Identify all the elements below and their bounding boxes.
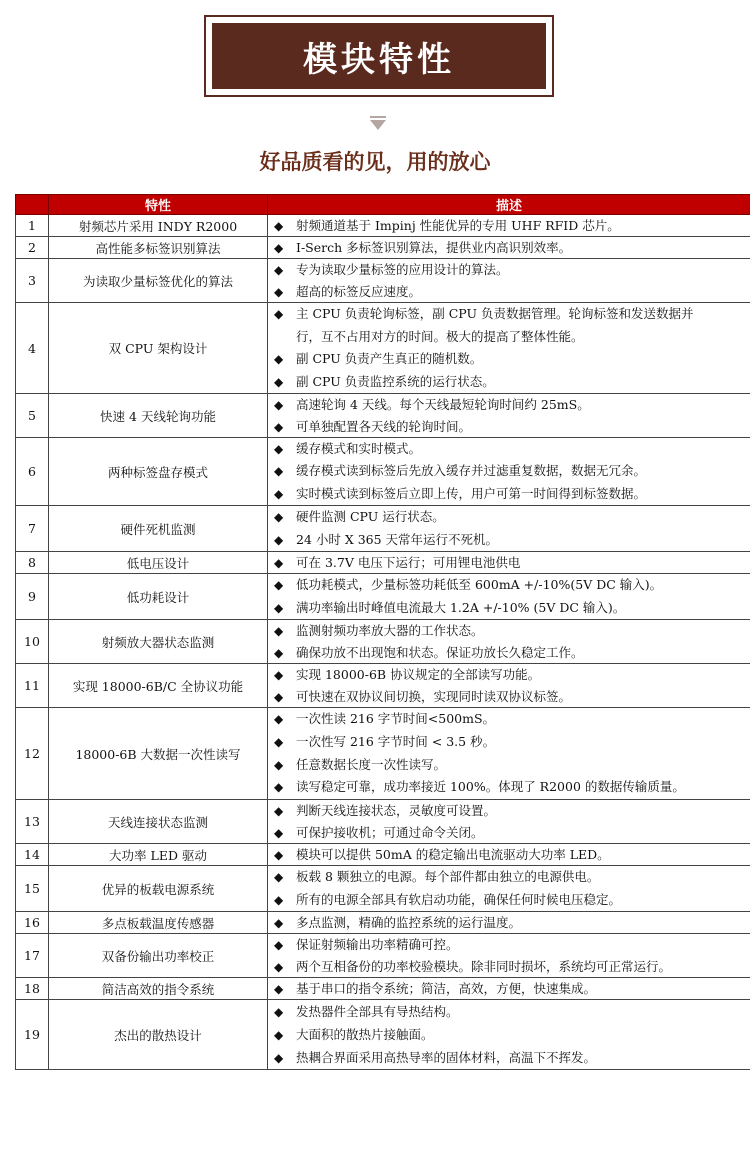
row-description	[268, 259, 750, 303]
black-diamond-icon: ◆	[274, 241, 284, 255]
description-line	[274, 1046, 750, 1069]
row-feature: 硬件死机监测	[49, 506, 268, 552]
black-diamond-icon: ◆	[274, 734, 284, 749]
table-row	[16, 394, 750, 438]
black-diamond-icon: ◆	[274, 982, 284, 996]
row-feature: 低功耗设计	[49, 574, 268, 620]
table-row	[16, 438, 750, 506]
row-description	[268, 620, 750, 664]
description-line	[274, 822, 750, 844]
description-line	[274, 1000, 750, 1023]
description-text: 一次性写 216 字节时间 < 3.5 秒。	[296, 733, 496, 749]
description-line	[274, 776, 750, 799]
row-number: 2	[16, 237, 49, 259]
description-text: 模块可以提供 50mA 的稳定输出电流驱动大功率 LED。	[296, 847, 610, 862]
table-row	[16, 664, 750, 708]
description-text: 副 CPU 负责产生真正的随机数。	[296, 351, 483, 366]
table-row	[16, 620, 750, 664]
black-diamond-icon: ◆	[274, 1028, 284, 1042]
black-diamond-icon: ◆	[274, 938, 284, 952]
row-feature: 射频芯片采用 INDY R2000	[49, 215, 268, 237]
black-diamond-icon: ◆	[274, 419, 284, 434]
black-diamond-icon: ◆	[274, 398, 284, 412]
description-line	[274, 259, 750, 281]
description-line	[274, 371, 750, 394]
description-line	[274, 1023, 750, 1046]
description-line	[274, 215, 750, 236]
black-diamond-icon: ◆	[274, 1005, 284, 1019]
row-number: 18	[16, 978, 49, 1000]
row-number: 16	[16, 912, 49, 934]
description-line	[274, 708, 750, 731]
row-number: 11	[16, 664, 49, 708]
page-title: 模块特性	[212, 23, 546, 89]
row-number: 10	[16, 620, 49, 664]
black-diamond-icon: ◆	[274, 804, 284, 818]
description-line	[274, 956, 750, 978]
description-text: I-Serch 多标签识别算法，提供业内高识别效率。	[296, 240, 572, 255]
row-number: 19	[16, 1000, 49, 1070]
description-text: 两个互相备份的功率校验模块。除非同时损坏，系统均可正常运行。	[296, 958, 672, 974]
row-feature: 天线连接状态监测	[49, 800, 268, 844]
row-description	[268, 912, 750, 934]
black-diamond-icon: ◆	[274, 219, 284, 233]
black-diamond-icon: ◆	[274, 510, 284, 524]
description-line	[274, 281, 750, 303]
description-text: 副 CPU 负责监控系统的运行状态。	[296, 373, 495, 389]
description-text: 读写稳定可靠，成功率接近 100%。体现了 R2000 的数据传输质量。	[296, 779, 685, 795]
description-text: 一次性读 216 字节时间<500mS。	[296, 711, 496, 726]
black-diamond-icon: ◆	[274, 374, 284, 389]
description-text: 确保功放不出现饱和状态。保证功放长久稳定工作。	[296, 644, 584, 660]
description-line	[274, 574, 750, 597]
row-number: 4	[16, 303, 49, 394]
description-text: 多点监测，精确的监控系统的运行温度。	[296, 915, 522, 930]
description-text: 行，互不占用对方的时间。极大的提高了整体性能。	[296, 328, 584, 344]
table-row	[16, 708, 750, 800]
row-feature: 两种标签盘存模式	[49, 438, 268, 506]
row-description	[268, 800, 750, 844]
description-line	[274, 438, 750, 460]
row-feature: 双备份输出功率校正	[49, 934, 268, 978]
row-number: 8	[16, 552, 49, 574]
black-diamond-icon: ◆	[274, 712, 284, 726]
description-text: 发热器件全部具有导热结构。	[296, 1004, 459, 1019]
row-number: 17	[16, 934, 49, 978]
black-diamond-icon: ◆	[274, 645, 284, 660]
description-line	[274, 237, 750, 258]
title-frame	[204, 15, 554, 97]
description-line	[274, 552, 750, 573]
black-diamond-icon: ◆	[274, 486, 284, 501]
table-row	[16, 237, 750, 259]
page-subtitle: 好品质看的见，用的放心	[259, 150, 491, 174]
description-line	[274, 348, 750, 371]
row-description	[268, 1000, 750, 1070]
row-feature: 大功率 LED 驱动	[49, 844, 268, 866]
row-number: 9	[16, 574, 49, 620]
table-body	[16, 215, 750, 1070]
black-diamond-icon: ◆	[274, 668, 284, 682]
row-number: 3	[16, 259, 49, 303]
description-line	[274, 597, 750, 620]
description-text: 可单独配置各天线的轮询时间。	[296, 418, 472, 434]
description-text: 可快速在双协议间切换，实现同时读双协议标签。	[296, 688, 572, 704]
row-number: 6	[16, 438, 49, 506]
description-text: 热耦合界面采用高热导率的固体材料，高温下不挥发。	[296, 1050, 597, 1065]
black-diamond-icon: ◆	[274, 892, 284, 907]
row-number: 12	[16, 708, 49, 800]
description-line	[274, 642, 750, 664]
table-row	[16, 552, 750, 574]
row-description	[268, 844, 750, 866]
description-text: 24 小时 X 365 天常年运行不死机。	[296, 531, 499, 547]
row-feature: 多点板载温度传感器	[49, 912, 268, 934]
row-feature: 高性能多标签识别算法	[49, 237, 268, 259]
description-line	[274, 866, 750, 889]
row-description	[268, 552, 750, 574]
row-feature: 射频放大器状态监测	[49, 620, 268, 664]
row-number: 14	[16, 844, 49, 866]
black-diamond-icon: ◆	[274, 352, 284, 366]
description-line	[274, 844, 750, 865]
description-line	[274, 889, 750, 912]
table-row	[16, 866, 750, 912]
row-description	[268, 934, 750, 978]
description-line	[274, 912, 750, 933]
table-row	[16, 844, 750, 866]
row-feature: 为读取少量标签优化的算法	[49, 259, 268, 303]
description-line	[274, 664, 750, 686]
black-diamond-icon: ◆	[274, 780, 284, 795]
description-text: 保证射频输出功率精确可控。	[296, 937, 459, 952]
description-line	[274, 506, 750, 529]
black-diamond-icon: ◆	[274, 825, 284, 840]
description-text: 任意数据长度一次性读写。	[296, 756, 447, 772]
description-text: 可保护接收机；可通过命令关闭。	[296, 824, 484, 840]
description-text: 基于串口的指令系统；简洁，高效，方便，快速集成。	[296, 981, 597, 996]
description-text: 缓存模式和实时模式。	[296, 441, 422, 456]
row-description	[268, 978, 750, 1000]
down-arrow-bar	[370, 116, 386, 118]
down-arrow-icon	[370, 120, 386, 130]
description-text: 板载 8 颗独立的电源。每个部件都由独立的电源供电。	[296, 869, 600, 884]
description-line	[274, 800, 750, 822]
black-diamond-icon: ◆	[274, 532, 284, 547]
black-diamond-icon: ◆	[274, 689, 284, 704]
row-number: 13	[16, 800, 49, 844]
black-diamond-icon: ◆	[274, 757, 284, 772]
row-feature: 实现 18000-6B/C 全协议功能	[49, 664, 268, 708]
black-diamond-icon: ◆	[274, 916, 284, 930]
feature-table	[15, 194, 750, 1070]
black-diamond-icon: ◆	[274, 578, 284, 592]
row-description	[268, 303, 750, 394]
black-diamond-icon: ◆	[274, 959, 284, 974]
description-line	[274, 483, 750, 505]
row-number: 5	[16, 394, 49, 438]
row-description	[268, 237, 750, 259]
description-line	[274, 934, 750, 956]
description-text: 主 CPU 负责轮询标签，副 CPU 负责数据管理。轮询标签和发送数据并	[296, 306, 694, 321]
header-description: 描述	[268, 195, 750, 215]
description-line	[274, 686, 750, 708]
black-diamond-icon: ◆	[274, 1051, 284, 1065]
description-text: 高速轮询 4 天线。每个天线最短轮询时间约 25mS。	[296, 397, 590, 412]
black-diamond-icon: ◆	[274, 624, 284, 638]
description-line	[274, 303, 750, 326]
description-text: 低功耗模式，少量标签功耗低至 600mA +/-10%(5V DC 输入)。	[296, 577, 663, 592]
table-row	[16, 800, 750, 844]
description-line	[274, 978, 750, 999]
row-feature: 双 CPU 架构设计	[49, 303, 268, 394]
description-text: 大面积的散热片接触面。	[296, 1027, 434, 1042]
row-number: 1	[16, 215, 49, 237]
table-row	[16, 978, 750, 1000]
black-diamond-icon: ◆	[274, 307, 284, 321]
table-row	[16, 215, 750, 237]
header-feature: 特性	[49, 195, 268, 215]
black-diamond-icon: ◆	[274, 556, 284, 570]
table-row	[16, 1000, 750, 1070]
description-line	[274, 754, 750, 777]
description-text: 超高的标签反应速度。	[296, 283, 422, 299]
description-line	[274, 731, 750, 754]
black-diamond-icon: ◆	[274, 284, 284, 299]
row-number: 15	[16, 866, 49, 912]
row-description	[268, 708, 750, 800]
description-text: 射频通道基于 Impinj 性能优异的专用 UHF RFID 芯片。	[296, 218, 620, 233]
row-description	[268, 574, 750, 620]
row-feature: 优异的板载电源系统	[49, 866, 268, 912]
table-row	[16, 574, 750, 620]
description-text: 判断天线连接状态，灵敏度可设置。	[296, 803, 497, 818]
description-line	[274, 460, 750, 482]
description-text: 实现 18000-6B 协议规定的全部读写功能。	[296, 667, 541, 682]
description-line	[274, 529, 750, 552]
row-feature: 快速 4 天线轮询功能	[49, 394, 268, 438]
black-diamond-icon: ◆	[274, 870, 284, 884]
row-feature: 简洁高效的指令系统	[49, 978, 268, 1000]
table-row	[16, 259, 750, 303]
table-row	[16, 934, 750, 978]
header-number	[16, 195, 49, 215]
row-feature: 低电压设计	[49, 552, 268, 574]
black-diamond-icon: ◆	[274, 263, 284, 277]
row-description	[268, 866, 750, 912]
black-diamond-icon: ◆	[274, 442, 284, 456]
table-row	[16, 506, 750, 552]
row-description	[268, 215, 750, 237]
row-description	[268, 506, 750, 552]
table-row	[16, 912, 750, 934]
table-header-row	[16, 195, 750, 215]
description-line	[274, 416, 750, 438]
description-text: 可在 3.7V 电压下运行；可用锂电池供电	[296, 555, 521, 570]
description-line	[274, 326, 750, 349]
description-text: 专为读取少量标签的应用设计的算法。	[296, 262, 509, 277]
row-description	[268, 438, 750, 506]
description-text: 实时模式读到标签后立即上传，用户可第一时间得到标签数据。	[296, 485, 647, 501]
black-diamond-icon: ◆	[274, 848, 284, 862]
table-row	[16, 303, 750, 394]
description-text: 满功率输出时峰值电流最大 1.2A +/-10% (5V DC 输入)。	[296, 599, 626, 615]
description-line	[274, 620, 750, 642]
description-line	[274, 394, 750, 416]
description-text: 缓存模式读到标签后先放入缓存并过滤重复数据，数据无冗余。	[296, 463, 647, 479]
row-description	[268, 394, 750, 438]
row-feature: 杰出的散热设计	[49, 1000, 268, 1070]
row-description	[268, 664, 750, 708]
row-feature: 18000-6B 大数据一次性读写	[49, 708, 268, 800]
black-diamond-icon: ◆	[274, 464, 284, 479]
black-diamond-icon: ◆	[274, 600, 284, 615]
description-text: 硬件监测 CPU 运行状态。	[296, 509, 445, 524]
row-number: 7	[16, 506, 49, 552]
description-text: 监测射频功率放大器的工作状态。	[296, 623, 484, 638]
description-text: 所有的电源全部具有软启动功能，确保任何时候电压稳定。	[296, 891, 622, 907]
